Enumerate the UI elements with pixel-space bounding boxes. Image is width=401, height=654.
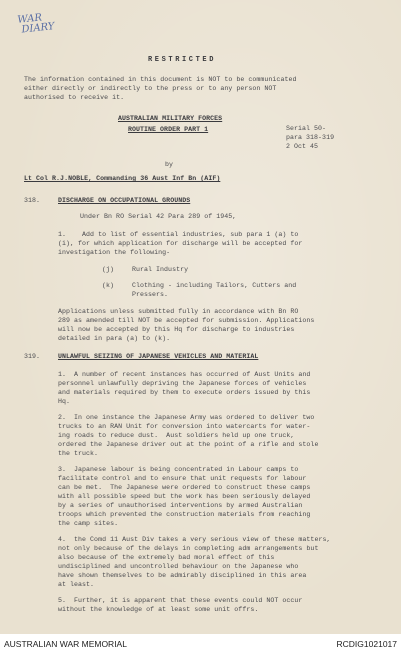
item-k-text-line-1: Clothing - including Tailors, Cutters and [132, 282, 297, 289]
para-319-p3-line-3: can be met. The Japanese were ordered to construct these camps [58, 484, 311, 491]
item-j-number: (j) [102, 266, 115, 273]
para-319-p2-line-5: the truck. [58, 450, 99, 457]
para-319-p2-line-1: 2. In one instance the Japanese Army was ordered to deliver two [58, 414, 315, 421]
serial-line-2: para 318-319 [286, 134, 335, 141]
para-319-p5-line-2: without the knowledge of at least some unit offrs. [58, 606, 259, 613]
footer-source: AUSTRALIAN WAR MEMORIAL [4, 639, 127, 649]
footer-record-id: RCDIG1021017 [336, 639, 397, 649]
para-319-p1-line-1: 1. A number of recent instances has occurred of Aust Units and [58, 371, 311, 378]
para-318-closing-line-1: Applications unless submitted fully in accordance with Bn RO [58, 308, 299, 315]
para-319-p3-line-5: by a series of unauthorised interventions by armed Australian [58, 502, 303, 509]
para-319-p4-line-3: also because of the extremely bad moral effect of this [58, 554, 275, 561]
para-319-number: 319. [24, 353, 41, 360]
para-318-reference: Under Bn RO Serial 42 Para 289 of 1945, [80, 213, 237, 220]
para-319-p1-line-3: and materials required by them to execute orders issued by this [58, 389, 311, 396]
para-319-p3-line-7: the camp sites. [58, 520, 119, 527]
para-318-closing-line-2: 289 as amended till NOT be accepted for submission. Applications [58, 317, 315, 324]
notice-line-1: The information contained in this document is NOT to be communicated [24, 76, 297, 83]
serial-line-3: 2 Oct 45 [286, 143, 319, 150]
para-319-p3-line-2: facilitate control and to ensure that unit requests for labour [58, 475, 307, 482]
para-319-p4-line-1: 4. the Comd 11 Aust Div takes a very serious view of these matters, [58, 536, 331, 543]
serial-line-1: Serial 50- [286, 125, 327, 132]
classification-heading: RESTRICTED [148, 56, 217, 64]
para-318-closing-line-4: detailed in para (a) to (k). [58, 335, 171, 342]
para-319-title: UNLAWFUL SEIZING OF JAPANESE VEHICLES AND MATERIAL [58, 353, 259, 360]
para-319-p3-line-4: with all possible speed but the work has been seriously delayed [58, 493, 311, 500]
para-318-item1-line-2: (i), for which application for discharge will be accepted for [58, 240, 303, 247]
para-319-p4-line-6: at least. [58, 581, 95, 588]
item-k-text-line-2: Pressers. [132, 291, 169, 298]
para-318-closing-line-3: will now be accepted by this Hq for discharge to industries [58, 326, 295, 333]
para-318-item1-line-1: 1. Add to list of essential industries, sub para 1 (a) to [58, 231, 299, 238]
para-319-p2-line-4: ordered the Japanese driver out at the point of a rifle and stole [58, 441, 319, 448]
para-319-p5-line-1: 5. Further, it is apparent that these events could NOT occur [58, 597, 303, 604]
order-title: ROUTINE ORDER PART 1 [128, 126, 209, 133]
para-318-item1-line-3: investigation the following- [58, 249, 171, 256]
archive-footer [0, 634, 401, 654]
item-k-number: (k) [102, 282, 115, 289]
by-label: by [165, 161, 174, 168]
annotation-line-1: WAR [16, 12, 43, 26]
war-diary-annotation [17, 12, 55, 36]
notice-line-3: authorised to receive it. [24, 94, 125, 101]
para-319-p3-line-6: troops which prevented the construction materials from reaching [58, 511, 311, 518]
para-318-number: 318. [24, 197, 41, 204]
commander-line: Lt Col R.J.NOBLE, Commanding 36 Aust Inf Bn (AIF) [24, 175, 221, 182]
para-319-p1-line-4: Hq. [58, 398, 71, 405]
para-319-p2-line-2: trucks to an RAN Unit for conversion into watercarts for water- [58, 423, 311, 430]
annotation-line-2: DIARY [20, 21, 55, 36]
notice-line-2: either directly or indirectly to the press or to any person NOT [24, 85, 277, 92]
item-j-text: Rural Industry [132, 266, 189, 273]
para-319-p4-line-5: have shown themselves to be admirably disciplined in this area [58, 572, 307, 579]
para-319-p2-line-3: ing roads to reduce dust. Aust soldiers held up one truck, [58, 432, 295, 439]
para-319-p4-line-2: not only because of the delays in completing adm arrangements but [58, 545, 319, 552]
para-319-p1-line-2: personnel unlawfully depriving the Japanese forces of vehicles [58, 380, 307, 387]
para-318-title: DISCHARGE ON OCCUPATIONAL GROUNDS [58, 197, 191, 204]
para-319-p3-line-1: 3. Japanese labour is being concentrated in Labour camps to [58, 466, 299, 473]
organisation-heading: AUSTRALIAN MILITARY FORCES [118, 115, 223, 122]
para-319-p4-line-4: undisciplined and uncontrolled behaviour on the Japanese who [58, 563, 299, 570]
